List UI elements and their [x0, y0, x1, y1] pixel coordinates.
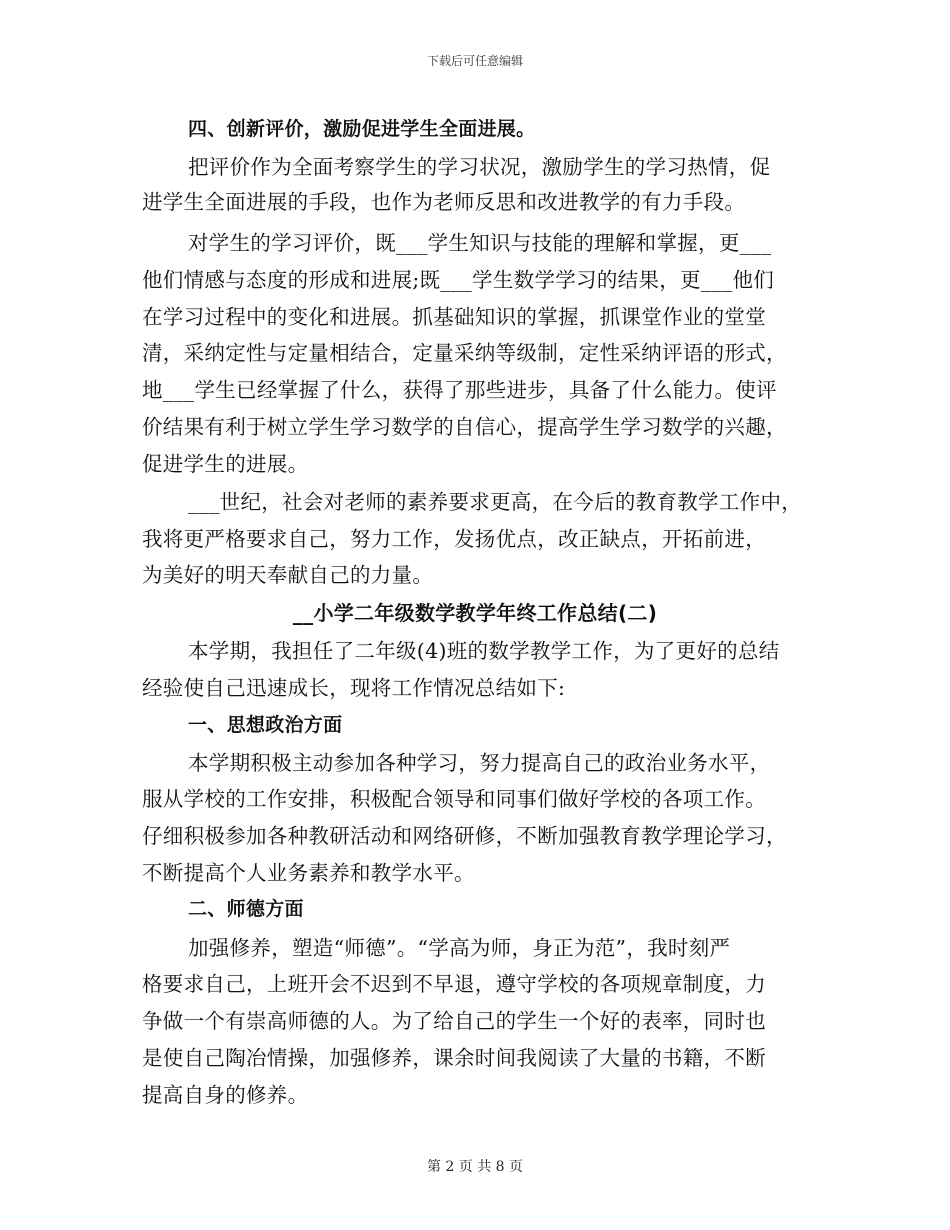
paragraph-line: 促进学生的进展。 — [142, 452, 309, 476]
paragraph-line: 我将更严格要求自己，努力工作，发扬优点，改正缺点，开拓前进， — [142, 527, 766, 551]
paragraph-line: 把评价作为全面考察学生的学习状况，激励学生的学习热情，促 — [188, 155, 771, 179]
paragraph-line: 进学生全面进展的手段，也作为老师反思和改进教学的有力手段。 — [142, 190, 746, 214]
paragraph-line: 仔细积极参加各种教研活动和网络研修，不断加强教育教学理论学习， — [142, 824, 787, 848]
paragraph-line: 争做一个有崇高师德的人。为了给自己的学生一个好的表率，同时也 — [142, 1009, 766, 1033]
page-header-note: 下载后可任意编辑 — [426, 54, 523, 68]
paragraph-line: 他们情感与态度的形成和进展;既___学生数学学习的结果，更___他们 — [142, 268, 775, 292]
paragraph-line: 在学习过程中的变化和进展。抓基础知识的掌握，抓课堂作业的堂堂 — [142, 305, 766, 329]
paragraph-line: 清，采纳定性与定量相结合，定量采纳等级制，定性采纳评语的形式， — [142, 341, 787, 365]
paragraph-line: ___世纪，社会对老师的素养要求更高，在今后的教育教学工作中， — [188, 490, 803, 514]
paragraph-line: 价结果有利于树立学生学习数学的自信心，提高学生学习数学的兴趣， — [142, 415, 787, 439]
paragraph-line: 是使自己陶冶情操，加强修养，课余时间我阅读了大量的书籍，不断 — [142, 1046, 766, 1070]
paragraph-line: 格要求自己，上班开会不迟到不早退，遵守学校的各项规章制度，力 — [142, 972, 766, 996]
paragraph-line: 提高自身的修养。 — [142, 1083, 309, 1107]
paragraph-line: 本学期积极主动参加各种学习，努力提高自己的政治业务水平， — [188, 751, 771, 775]
paragraph-line: 地___学生已经掌握了什么，获得了那些进步，具备了什么能力。使评 — [142, 378, 777, 402]
paragraph-line: 为美好的明天奉献自己的力量。 — [142, 563, 434, 587]
paragraph-line: 服从学校的工作安排，积极配合领导和同事们做好学校的各项工作。 — [142, 787, 766, 811]
section-heading-1: 一、思想政治方面 — [188, 714, 343, 736]
paragraph-line: 不断提高个人业务素养和教学水平。 — [142, 861, 475, 885]
document-subtitle: __小学二年级数学教学年终工作总结(二) — [292, 601, 658, 625]
section-heading-4: 四、创新评价，激励促进学生全面进展。 — [188, 118, 536, 140]
paragraph-line: 本学期，我担任了二年级(4)班的数学教学工作，为了更好的总结 — [188, 639, 780, 663]
page-number: 第 2 页 共 8 页 — [426, 1159, 524, 1175]
paragraph-line: 对学生的学习评价，既___学生知识与技能的理解和掌握，更___ — [188, 231, 772, 255]
paragraph-line: 经验使自己迅速成长，现将工作情况总结如下: — [142, 676, 566, 700]
paragraph-line: 加强修养，塑造“师德”。“学高为师，身正为范”，我时刻严 — [188, 936, 731, 960]
section-heading-2: 二、师德方面 — [188, 898, 304, 920]
